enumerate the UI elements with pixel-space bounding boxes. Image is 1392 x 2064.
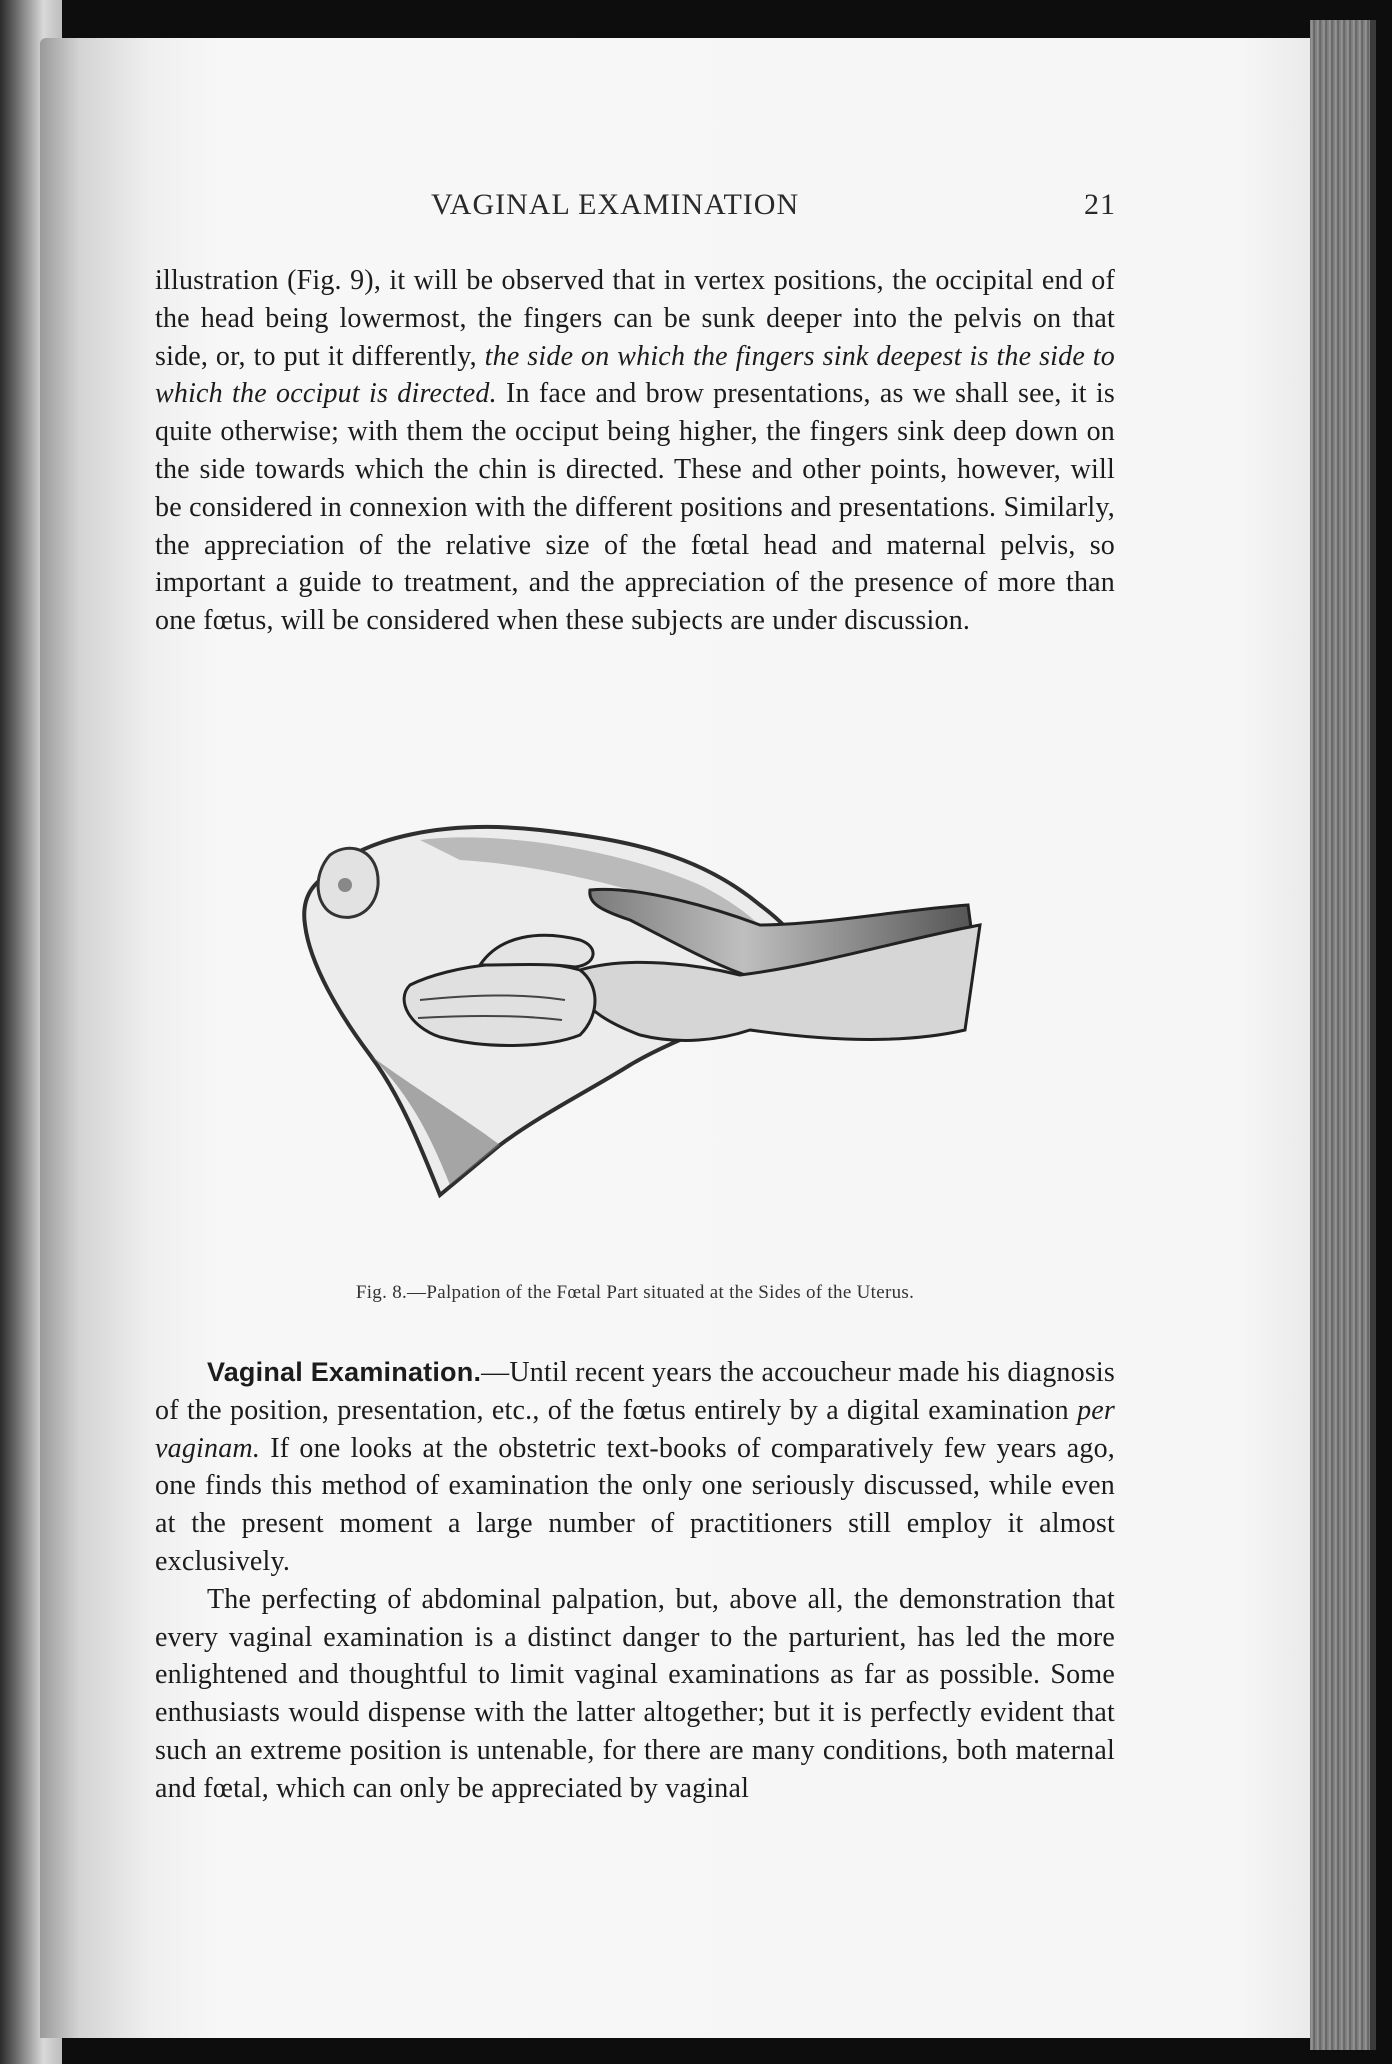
section-paragraph-2: The perfecting of abdominal palpation, but, above all, the demonstration that every vaginal examination is a distinct danger to the parturient, has led the more enlightened and thoughtful to limit vaginal examinations as far as possible. Some enthusiasts would dispense with the latter altogether; but it is perfectly evident that such an extreme position is untenable, for there are many conditions, both maternal and fœtal, which can only be appreciated by vaginal: [155, 1583, 1115, 1804]
paragraph-1-start: illustration (Fig. 9), it will be observed that in vertex positions, the occipital end of the head being lowermost, the fingers can be sunk deeper into the pelvis on that side, or, to put it differently,: [155, 265, 1115, 372]
paragraph-1: [155, 262, 1115, 640]
page-number: 21: [1084, 188, 1116, 221]
page-edges: [1310, 20, 1376, 2050]
paragraph-1-italic: the side on which the fingers sink deepest is the side to which the occiput is directed.: [155, 340, 1115, 410]
running-head: [156, 188, 1116, 232]
section-p1-italic: per vaginam.: [155, 1394, 1115, 1464]
lower-hand-fingers: [404, 963, 595, 1046]
nipple: [338, 878, 352, 892]
paragraph-1-end: In face and brow presentations, as we shall see, it is quite otherwise; with them the occiput being higher, the fingers sink deep down on the side towards which the chin is directed. These and other points, however, will be considered in connexion with the different positions and presentations. Similarly, the appreciation of the relative size of the fœtal head and maternal pelvis, so important a guide to treatment, and the appreciation of the presence of more than one fœtus, will be considered when these subjects are under discussion.: [155, 378, 1115, 637]
section-heading: Vaginal Examination.: [207, 1357, 482, 1387]
section-p1-start: —Until recent years the accoucheur made his diagnosis of the position, presentation, etc., of the fœtus entirely by a digital examination: [155, 1357, 1115, 1426]
section-paragraph-1: [155, 1354, 1115, 1581]
section-vaginal-examination: [155, 1354, 1115, 1808]
figure-caption: Fig. 8.—Palpation of the Fœtal Part situated at the Sides of the Uterus.: [355, 1282, 915, 1303]
running-head-title: VAGINAL EXAMINATION: [431, 188, 800, 221]
figure-illustration: [300, 815, 1000, 1215]
paragraph-1-text: [155, 262, 1115, 640]
section-p1-end: If one looks at the obstetric text-books of comparatively few years ago, one finds this method of examination the only one seriously discussed, while even at the present moment a large number of practitioners still employ it almost exclusively.: [155, 1432, 1115, 1577]
